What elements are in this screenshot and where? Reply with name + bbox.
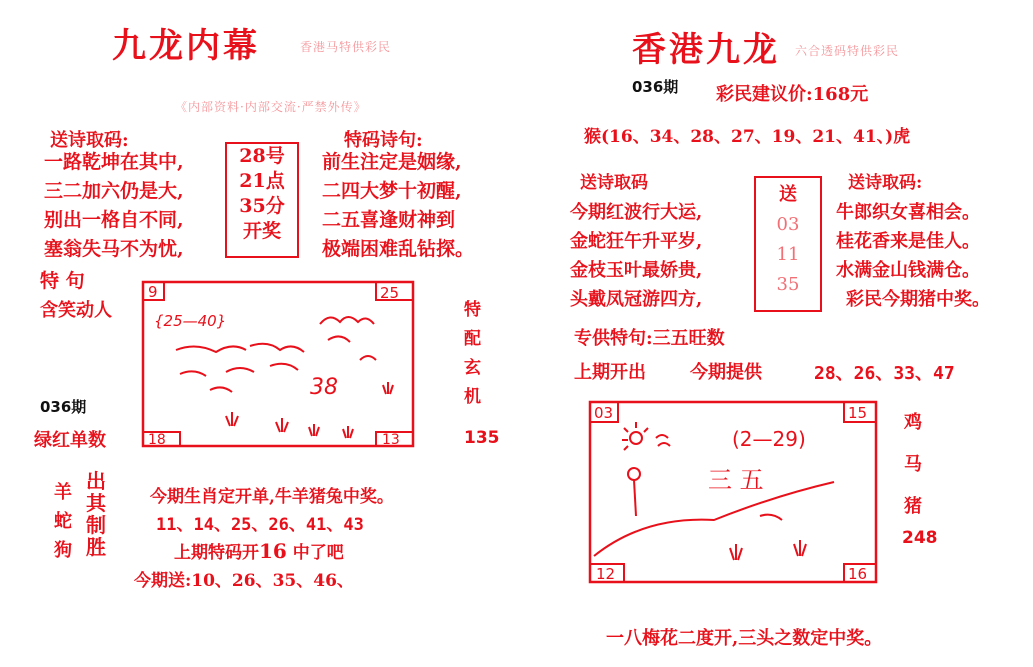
frame-scribble: {25—40} — [154, 312, 227, 330]
center-box-line: 03 — [776, 214, 800, 235]
left-zodiac-line: 今期生肖定开单,牛羊猪兔中奖。 — [150, 487, 394, 507]
side-char: 特 — [464, 300, 481, 320]
center-box-line: 送 — [779, 184, 797, 205]
poem-line: 塞翁失马不为忧, — [44, 238, 184, 260]
right-footer: 一八梅花二度开,三头之数定中奖。 — [606, 628, 883, 649]
right-special-line: 专供特句:三五旺数 — [574, 328, 725, 349]
draw-info-line: 21点 — [239, 170, 285, 192]
left-poem-right — [322, 148, 474, 264]
left-picture-frame — [140, 276, 420, 452]
poem-line: 二五喜逢财神到 — [322, 209, 456, 231]
right-side-number: 248 — [902, 528, 938, 548]
right-center-box-content — [754, 180, 822, 300]
right-issue: 036期 — [632, 78, 679, 96]
poem-line: 金枝玉叶最娇贵, — [570, 260, 703, 281]
left-special-label: 特 句 — [40, 270, 85, 292]
right-zodiac-range: 猴(16、34、28、27、19、21、41、)虎 — [584, 127, 911, 147]
draw-info-line: 28号 — [239, 145, 285, 167]
right-price-line: 彩民建议价:168元 — [716, 84, 869, 105]
last-draw-suffix: 中了吧 — [286, 543, 344, 563]
right-title-sub: 六合透码特供彩民 — [795, 44, 900, 58]
right-picture-frame — [584, 396, 884, 588]
poem-line: 今期红波行大运, — [570, 202, 703, 223]
left-side-number: 135 — [464, 428, 500, 448]
poem-line: 一路乾坤在其中, — [44, 151, 184, 173]
zodiac-char: 羊 — [54, 482, 72, 503]
side-char: 马 — [904, 454, 922, 475]
poem-line: 水满金山钱满仓。 — [836, 260, 980, 281]
right-offer-numbers: 28、26、33、47 — [814, 363, 955, 384]
zodiac-char: 胜 — [86, 535, 106, 559]
right-poem-header-right: 送诗取码: — [848, 173, 923, 193]
right-title: 香港九龙 — [632, 30, 780, 70]
zodiac-char: 狗 — [54, 540, 72, 561]
left-send-line: 今期送:10、26、35、46、 — [134, 571, 354, 591]
left-subtitle: 《内部资料·内部交流·严禁外传》 — [175, 100, 367, 114]
left-zodiac-col2 — [86, 470, 106, 558]
poem-line: 桂花香来是佳人。 — [836, 231, 980, 252]
frame-scribble-2: 三 五 — [708, 466, 764, 494]
poem-line: 头戴凤冠游四方, — [570, 289, 703, 310]
right-poem-right — [836, 198, 990, 314]
side-char: 机 — [464, 387, 481, 407]
center-box-line: 35 — [776, 274, 800, 295]
poem-line: 彩民今期猪中奖。 — [846, 289, 990, 310]
corner-tr: 25 — [380, 284, 400, 302]
sun-icon — [622, 422, 670, 450]
right-last-label: 上期开出 — [574, 362, 646, 383]
grass-icon — [730, 540, 806, 560]
draw-info-line: 开奖 — [242, 220, 281, 242]
side-char: 猪 — [904, 496, 922, 517]
poem-line: 别出一格自不同, — [44, 209, 184, 231]
zodiac-char: 其 — [86, 491, 106, 515]
left-numbers-line: 11、14、25、26、41、43 — [156, 515, 364, 535]
left-side-vertical — [464, 296, 481, 412]
corner-bl: 12 — [596, 565, 616, 583]
left-draw-info — [225, 144, 299, 244]
left-issue: 036期 — [40, 398, 87, 416]
zodiac-char: 蛇 — [54, 511, 72, 532]
left-poem-left — [44, 148, 184, 264]
side-char: 鸡 — [904, 412, 922, 433]
left-poem-header-left: 送诗取码: — [50, 130, 129, 151]
left-poem-header-right: 特码诗句: — [344, 130, 423, 151]
poem-line: 前生注定是姻缘, — [322, 151, 462, 173]
right-offer-label: 今期提供 — [690, 362, 762, 383]
left-title: 九龙内幕 — [112, 26, 260, 66]
poem-line: 三二加六仍是大, — [44, 180, 184, 202]
poem-line: 金蛇狂午升平岁, — [570, 231, 703, 252]
corner-br: 16 — [848, 565, 868, 583]
corner-bl: 18 — [148, 432, 166, 448]
zodiac-char: 出 — [86, 469, 106, 493]
center-box-line: 11 — [776, 244, 800, 265]
side-char: 玄 — [464, 358, 481, 378]
poem-line: 二四大梦十初醒, — [322, 180, 462, 202]
last-draw-prefix: 上期特码开 — [174, 543, 259, 563]
left-title-sub: 香港马特供彩民 — [300, 40, 392, 54]
right-side-vertical — [904, 402, 922, 528]
corner-tl: 9 — [148, 283, 158, 301]
right-poem-header-left: 送诗取码 — [580, 173, 648, 193]
draw-info-line: 35分 — [239, 195, 285, 217]
flower-icon — [628, 468, 640, 516]
corner-tl: 03 — [594, 404, 614, 422]
right-poem-left — [570, 198, 702, 314]
frame-scribble-num: 38 — [310, 375, 338, 400]
left-zodiac-col1 — [54, 478, 72, 565]
left-special-phrase: 含笑动人 — [40, 300, 112, 321]
zodiac-char: 制 — [86, 513, 106, 537]
left-color-note: 绿红单数 — [34, 430, 106, 451]
frame-scribble: (2—29) — [732, 427, 806, 451]
corner-tr: 15 — [848, 404, 868, 422]
poem-line: 牛郎织女喜相会。 — [836, 202, 980, 223]
corner-br: 13 — [382, 432, 400, 448]
left-last-draw — [174, 538, 344, 563]
last-draw-number: 16 — [259, 539, 287, 563]
poem-line: 极端困难乱钻探。 — [322, 238, 475, 260]
side-char: 配 — [464, 329, 481, 349]
